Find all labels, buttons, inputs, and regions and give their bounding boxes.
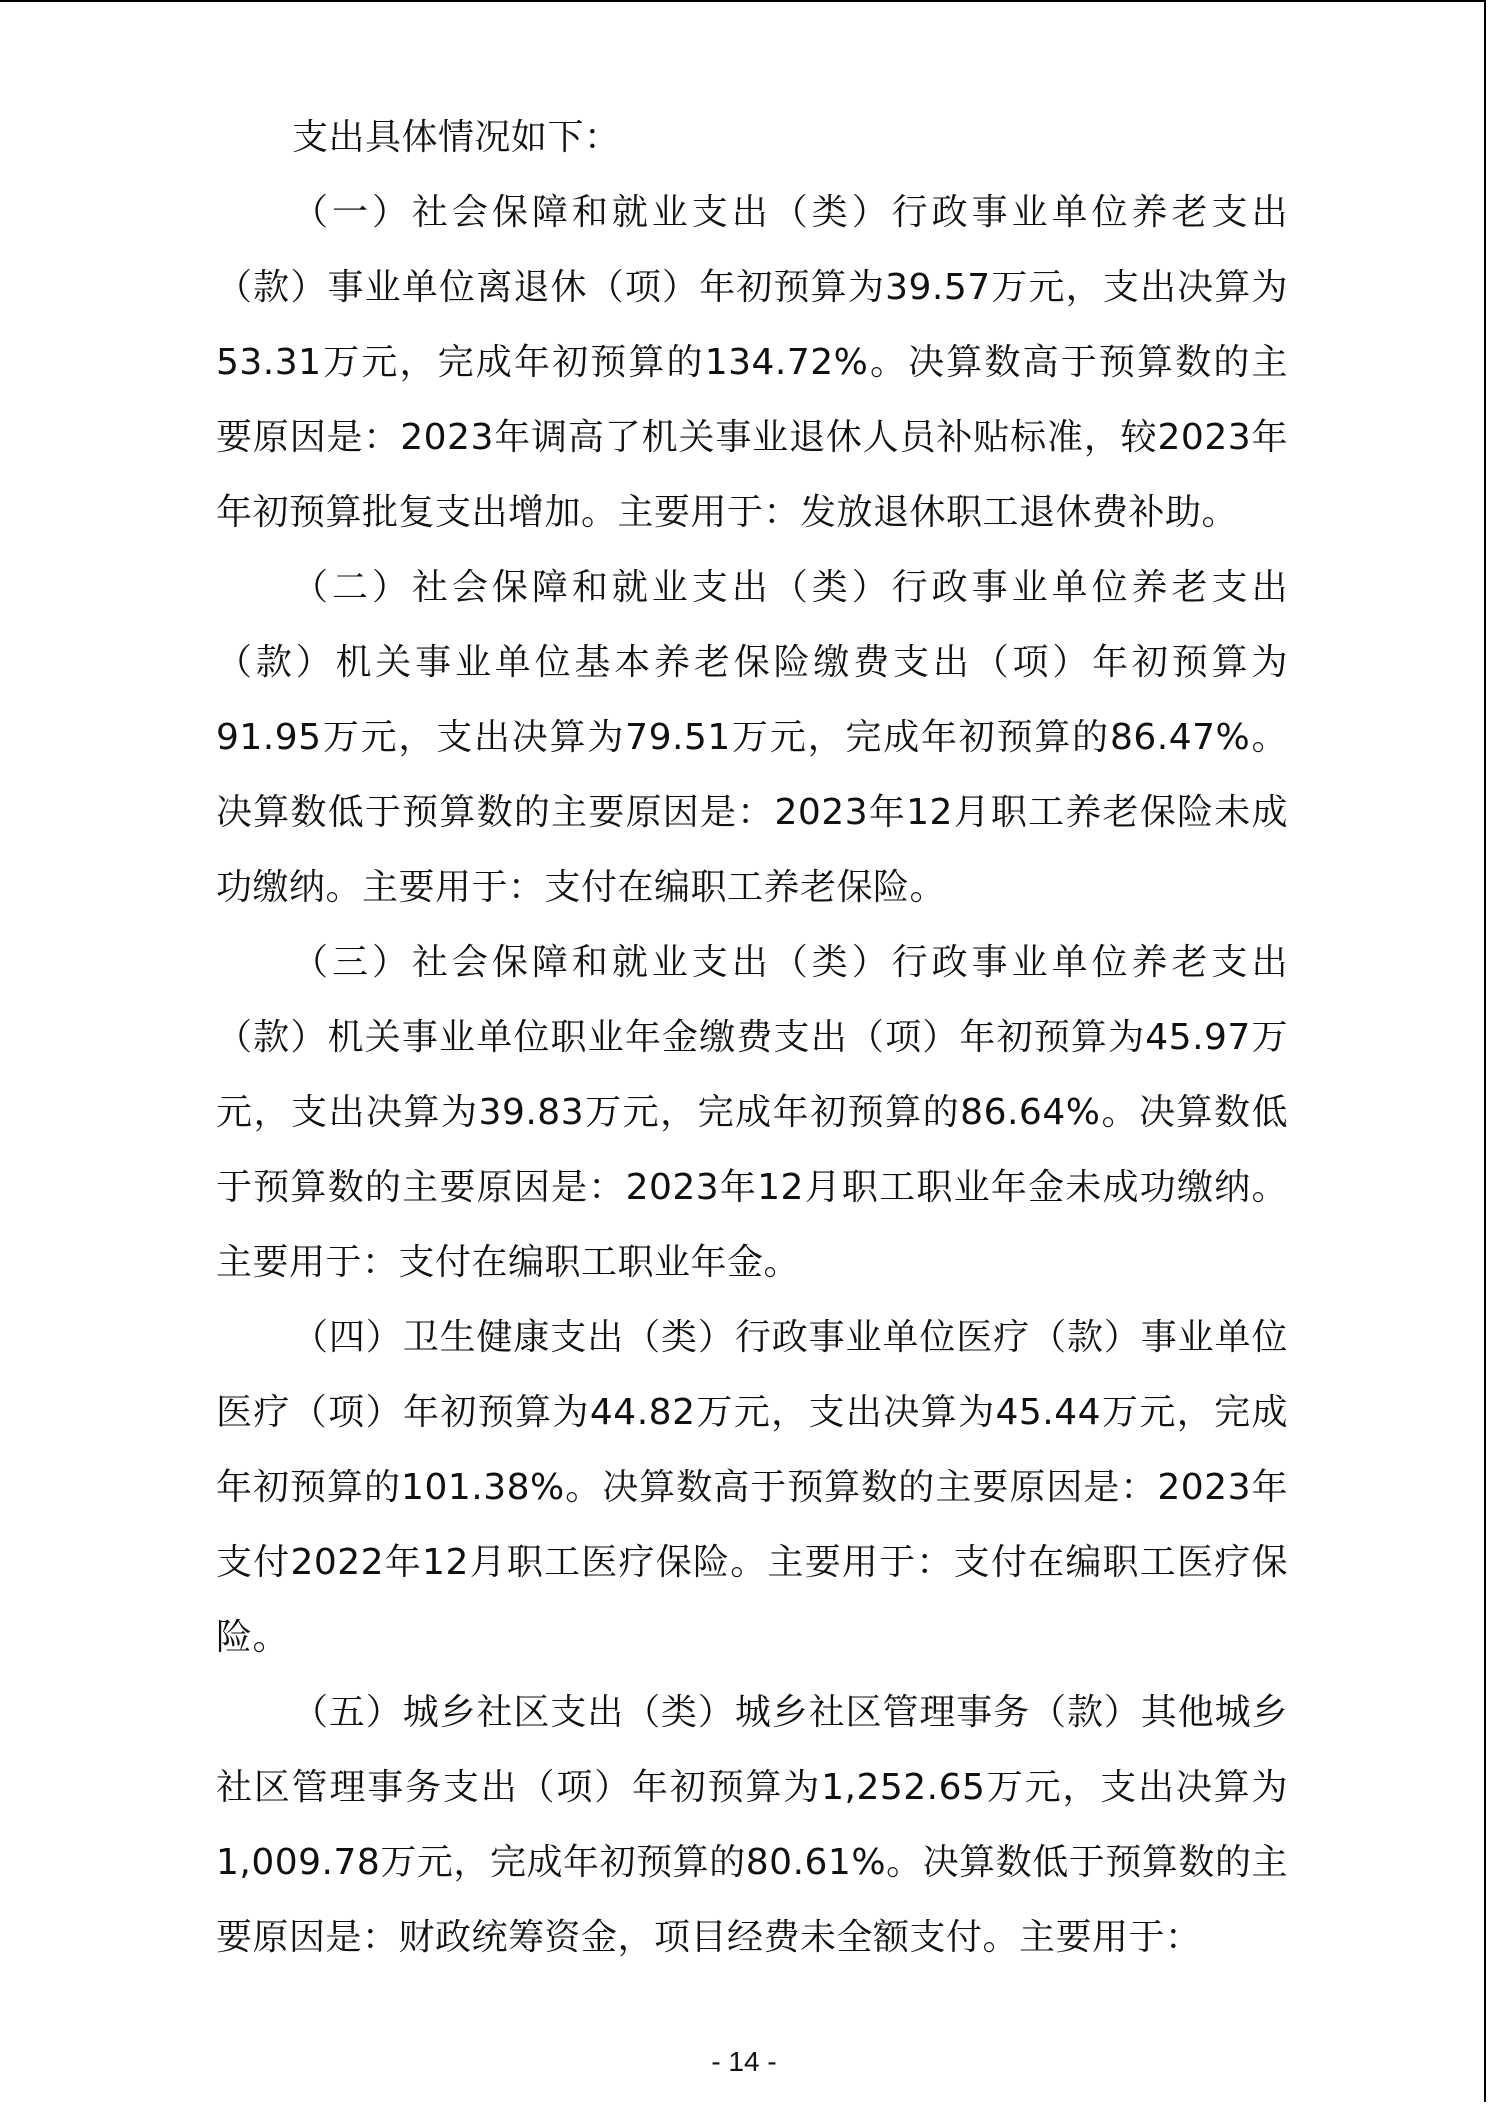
page-number: - 14 -	[711, 2046, 777, 2077]
paragraph-2: （二）社会保障和就业支出（类）行政事业单位养老支出（款）机关事业单位基本养老保险缴费支出（项）年初预算为91.95万元，支出决算为79.51万元，完成年初预算的86.47%。决算数低于预算数的主要原因是：2023年12月职工养老保险未成功缴纳。主要用于：支付在编职工养老保险。	[216, 567, 1288, 908]
paragraph-3: （三）社会保障和就业支出（类）行政事业单位养老支出（款）机关事业单位职业年金缴费支出（项）年初预算为45.97万元，支出决算为39.83万元，完成年初预算的86.64%。决算数低于预算数的主要原因是：2023年12月职工职业年金未成功缴纳。主要用于：支付在编职工职业年金。	[216, 942, 1288, 1283]
paragraph-1: （一）社会保障和就业支出（类）行政事业单位养老支出（款）事业单位离退休（项）年初预算为39.57万元，支出决算为53.31万元，完成年初预算的134.72%。决算数高于预算数的主要原因是：2023年调高了机关事业退休人员补贴标准，较2023年年初预算批复支出增加。主要用于：发放退休职工退休费补助。	[216, 192, 1288, 533]
paragraph-4: （四）卫生健康支出（类）行政事业单位医疗（款）事业单位医疗（项）年初预算为44.82万元，支出决算为45.44万元，完成年初预算的101.38%。决算数高于预算数的主要原因是：2023年支付2022年12月职工医疗保险。主要用于：支付在编职工医疗保险。	[216, 1317, 1288, 1658]
intro-text: 支出具体情况如下：	[292, 117, 621, 158]
document-body	[216, 100, 1288, 1975]
paragraph-5: （五）城乡社区支出（类）城乡社区管理事务（款）其他城乡社区管理事务支出（项）年初预算为1,252.65万元，支出决算为1,009.78万元，完成年初预算的80.61%。决算数低于预算数的主要原因是：财政统筹资金，项目经费未全额支付。主要用于：	[216, 1692, 1288, 1958]
